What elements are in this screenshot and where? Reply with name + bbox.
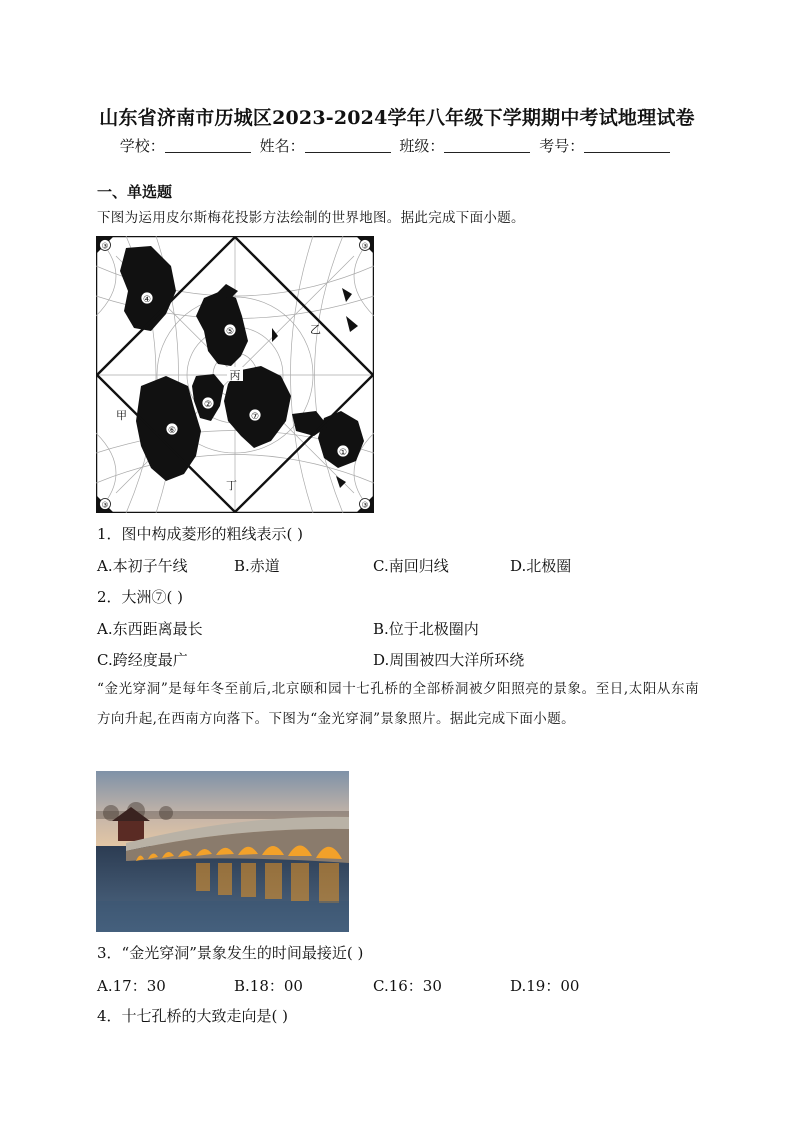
page-title: 山东省济南市历城区2023-2024学年八年级下学期期中考试地理试卷 [99, 107, 695, 129]
q3-option-d[interactable]: D.19：00 [510, 977, 580, 995]
name-label: 姓名： [259, 137, 305, 155]
group1-intro: 下图为运用皮尔斯梅花投影方法绘制的世界地图。据此完成下面小题。 [97, 210, 525, 226]
question-3-stem: 3．“金光穿洞”景象发生的时间最接近( ) [97, 944, 364, 962]
question-1-stem: 1．图中构成菱形的粗线表示( ) [97, 525, 304, 543]
q1-option-b[interactable]: B.赤道 [234, 557, 280, 575]
seventeen-arch-bridge-photo [96, 771, 349, 932]
label-3-tl: ③ [101, 241, 109, 251]
label-jia: 甲 [116, 409, 127, 422]
label-3-bl: ③ [101, 500, 109, 510]
q3-option-a[interactable]: A.17：30 [97, 977, 166, 995]
school-label: 学校： [119, 137, 165, 155]
class-blank[interactable] [444, 138, 530, 153]
group2-material: “金光穿洞”是每年冬至前后,北京颐和园十七孔桥的全部桥洞被夕阳照亮的景象。至日,太阳从东南方向升起,在西南方向落下。下图为“金光穿洞”景象照片。据此完成下面小题。 [97, 681, 699, 727]
label-4: ④ [142, 295, 152, 305]
school-blank[interactable] [165, 138, 251, 153]
label-yi: 乙 [310, 323, 321, 336]
section-title: 一、单选题 [97, 183, 173, 201]
q1-option-c[interactable]: C.南回归线 [373, 557, 449, 575]
student-info-line [0, 135, 794, 156]
exam-number-blank[interactable] [584, 138, 670, 153]
world-map-figure [96, 236, 374, 513]
label-2: ② [203, 400, 213, 410]
class-label: 班级： [399, 137, 445, 155]
label-3-br: ③ [361, 500, 369, 510]
name-blank[interactable] [305, 138, 391, 153]
label-5: ⑤ [225, 327, 235, 337]
label-7: ⑦ [250, 412, 260, 422]
q3-option-c[interactable]: C.16：30 [373, 977, 442, 995]
q2-option-b[interactable]: B.位于北极圈内 [373, 620, 479, 638]
q3-option-b[interactable]: B.18：00 [234, 977, 303, 995]
bridge-photo-illustration [96, 771, 349, 932]
label-3-tr: ③ [361, 241, 369, 251]
label-6: ⑥ [167, 426, 177, 436]
label-1: ① [338, 448, 348, 458]
exam-number-label: 考号： [539, 137, 585, 155]
label-bing: 丙 [229, 369, 241, 382]
question-4-stem: 4．十七孔桥的大致走向是( ) [97, 1007, 289, 1025]
q1-option-d[interactable]: D.北极圈 [510, 557, 572, 575]
question-2-stem: 2．大洲⑦( ) [97, 588, 184, 606]
q2-option-c[interactable]: C.跨经度最广 [97, 651, 188, 669]
q2-option-d[interactable]: D.周围被四大洋所环绕 [373, 651, 525, 669]
q1-option-a[interactable]: A.本初子午线 [97, 557, 188, 575]
q2-option-a[interactable]: A.东西距离最长 [97, 620, 203, 638]
peirce-quincuncial-map [96, 236, 374, 513]
label-ding: 丁 [226, 479, 237, 492]
